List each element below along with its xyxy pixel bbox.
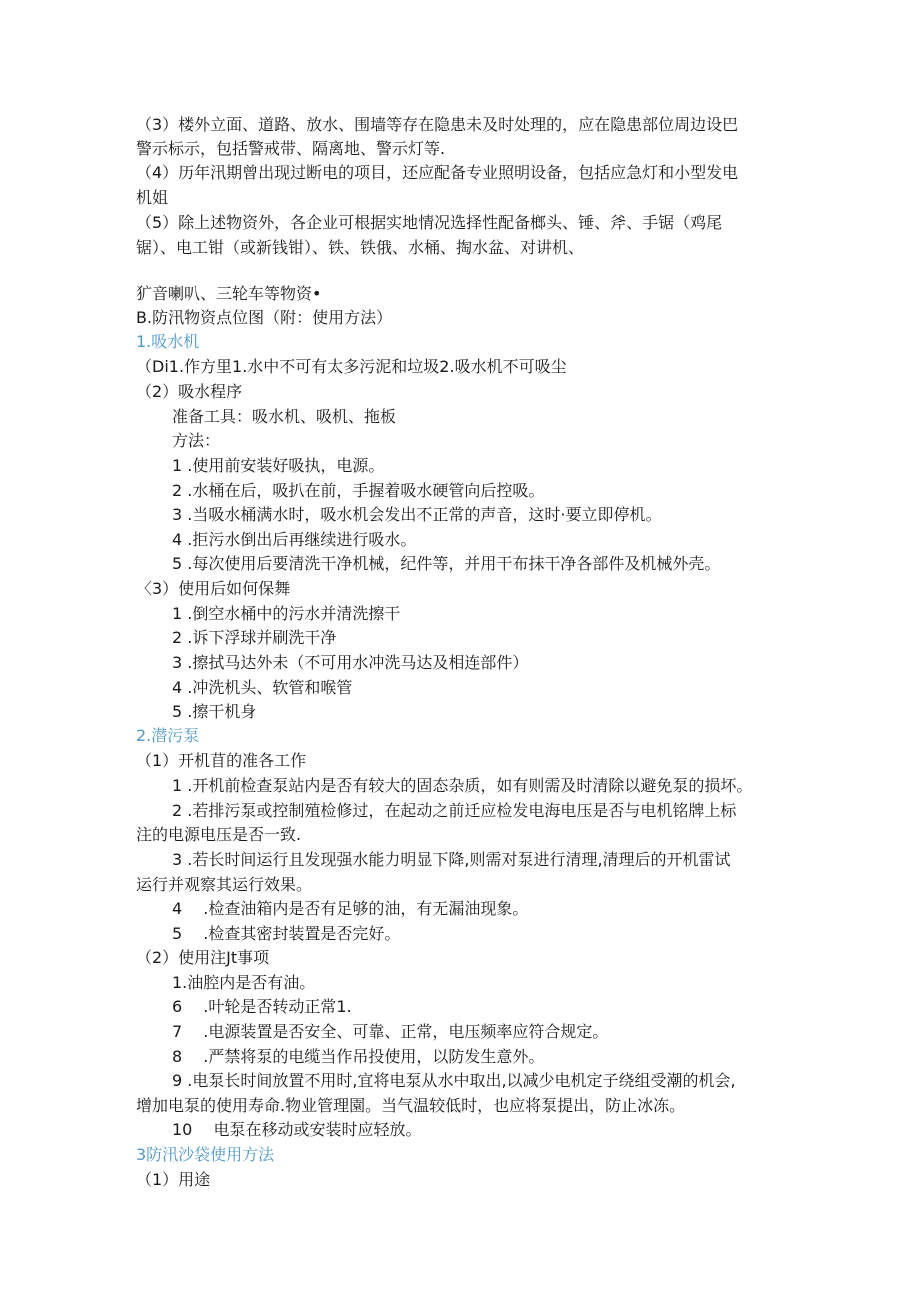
paragraph-line-5-text: （5）除上述物资外，各企业可根据实地情况选择性配备榔头、锤、斧、手锯（鸡尾 — [136, 213, 723, 232]
list-item: 2 .水桶在后，吸扒在前，手握着吸水硬管向后控吸。 — [172, 481, 545, 500]
list-item: 3 .若长时间运行且发现强水能力明显下降,则需对泵进行清理,清理后的开机雷试 — [172, 850, 731, 869]
list-item: 5 .检查其密封装置是否完好。 — [172, 924, 401, 943]
heading-water-suction-machine: 1.吸水机 — [136, 332, 200, 351]
list-item: 1.油腔内是否有油。 — [172, 973, 316, 992]
subheading-purpose: （1）用途 — [136, 1170, 211, 1189]
list-item: 1 .倒空水桶中的污水并清洗擦干 — [172, 604, 401, 623]
list-item: 2 .诉下浮球并刷洗干净 — [172, 628, 337, 647]
paragraph-line-3-text: （3）楼外立面、道路、放水、围墙等存在隐患未及时处理的，应在隐患部位周边设巴 — [136, 115, 739, 134]
list-item: 3 .当吸水桶满水时，吸水机会发出不正常的声音，这时·要立即停机。 — [172, 505, 662, 524]
list-item: 3 .擦拭马达外未（不可用水冲洗马达及相连部件） — [172, 653, 529, 672]
paragraph-line: （Di1.作方里1.水中不可有太多污泥和垃圾2.吸水机不可吸尘 — [136, 357, 567, 376]
heading-sandbag-usage: 3防汛沙袋使用方法 — [136, 1145, 275, 1164]
list-item: 8 .严禁将泵的电缆当作吊投使用，以防发生意外。 — [172, 1047, 545, 1066]
paragraph-line: 注的电源电压是否一致. — [136, 825, 302, 844]
list-item: 7 .电源装置是否安全、可靠、正常，电压频率应符合规定。 — [172, 1022, 609, 1041]
paragraph-line: 增加电泵的使用寿命.物业管理園。当气温较低时，也应将泵提出，防止冰冻。 — [136, 1096, 686, 1115]
list-item: 4 .拒污水倒出后再继续进行吸水。 — [172, 530, 417, 549]
list-item: 2 .若排污泵或控制殖检修过，在起动之前迁应检发电海电压是否与电机铭牌上标 — [172, 801, 737, 820]
subheading-after-use-maintenance: 〈3）使用后如何保舞 — [136, 579, 291, 598]
subheading-usage-notes: （2）使用注Jt事项 — [136, 948, 270, 967]
paragraph-line: 准备工具：吸水机、吸机、拖板 — [172, 407, 397, 426]
subheading-suction-procedure: （2）吸水程序 — [136, 382, 243, 401]
list-item: 5 .擦干机身 — [172, 702, 257, 721]
paragraph-line: 方法： — [172, 431, 221, 450]
list-item: 4 .检查油箱内是否有足够的油，有无漏油现象。 — [172, 899, 529, 918]
paragraph-line: 运行并观察其运行效果。 — [136, 875, 313, 894]
list-item: 9 .电泵长时间放置不用时,宜将电泵从水中取出,以减少电机定子绕组受潮的机会, — [172, 1071, 736, 1090]
list-item: 6 .叶轮是否转动正常1. — [172, 997, 352, 1016]
section-heading-b: B.防汛物资点位图（附：使用方法） — [136, 308, 393, 327]
subheading-pre-start-preparation: （1）开机苜的准各工作 — [136, 751, 307, 770]
paragraph-line: 犷音喇叭、三轮车等物资• — [136, 284, 322, 303]
paragraph-line: 机姐 — [136, 188, 169, 207]
list-item: 1 .开机前检查泵站内是否有较大的固态杂质，如有则需及时清除以避免泵的损坏。 — [172, 776, 753, 795]
list-item: 5 .每次使用后要清洗干净机械，纪件等，并用干布抹干净各部件及机械外壳。 — [172, 554, 721, 573]
heading-submersible-pump: 2.潜污泵 — [136, 726, 200, 745]
list-item: 4 .冲洗机头、软管和喉管 — [172, 678, 353, 697]
list-item: 1 .使用前安装好吸执，电源。 — [172, 456, 385, 475]
paragraph-line-4-text: （4）历年汛期曾出现过断电的项目，还应配备专业照明设备，包括应急灯和小型发电 — [136, 163, 739, 182]
paragraph-line: 警示标示，包括警戒带、隔离地、警示灯等. — [136, 139, 446, 158]
list-item: 10 电泵在移动或安装时应轻放。 — [172, 1120, 422, 1139]
paragraph-line: 锯）、电工钳（或新钱钳）、铁、铁俄、水桶、掏水盆、对讲机、 — [136, 238, 585, 257]
